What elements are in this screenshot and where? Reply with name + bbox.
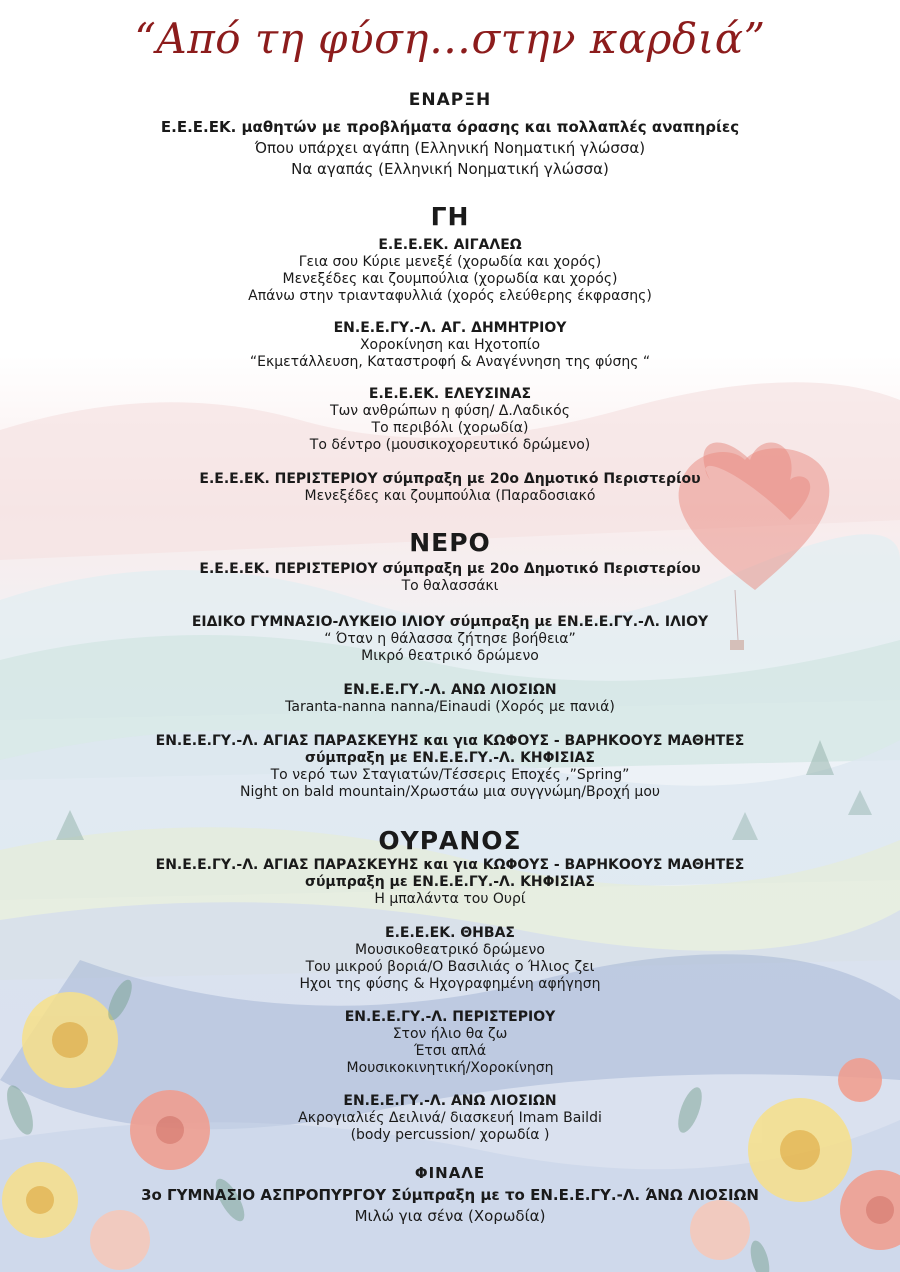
group-iliou xyxy=(0,614,900,665)
section-title-ouranos: ΟΥΡΑΝΟΣ xyxy=(378,826,522,855)
group-line: Έτσι απλά xyxy=(413,1043,487,1059)
group-line: Μικρό θεατρικό δρώμενο xyxy=(361,648,539,664)
section-title-nero: ΝΕΡΟ xyxy=(409,528,491,557)
group-opening xyxy=(0,117,900,180)
group-line: Το δέντρο (μουσικοχορευτικό δρώμενο) xyxy=(309,437,591,453)
group-ano-liosion-ouranos xyxy=(0,1093,900,1144)
group-line: Το θαλασσάκι xyxy=(401,578,499,594)
group-heading: Ε.Ε.Ε.ΕΚ. ΘΗΒΑΣ xyxy=(385,925,515,941)
group-heading: Ε.Ε.Ε.ΕΚ. ΠΕΡΙΣΤΕΡΙΟΥ σύμπραξη με 20ο Δημοτικό Περιστερίου xyxy=(199,561,701,577)
group-agias-paraskevis-ouranos xyxy=(0,857,900,908)
group-line: Το περιβόλι (χορωδία) xyxy=(371,420,529,436)
group-heading: 3ο ΓΥΜΝΑΣΙΟ ΑΣΠΡΟΠΥΡΓΟΥ Σύμπραξη με το ΕΝ.Ε.Ε.ΓΥ.-Λ. ΆΝΩ ΛΙΟΣΙΩΝ xyxy=(141,1186,759,1204)
group-line: Στον ήλιο θα ζω xyxy=(392,1026,508,1042)
group-line: Χοροκίνηση και Ηχοτοπίο xyxy=(359,337,541,353)
group-peristeriou-gi xyxy=(0,471,900,505)
group-heading: Ε.Ε.Ε.ΕΚ. ΠΕΡΙΣΤΕΡΙΟΥ σύμπραξη με 20ο Δημοτικό Περιστερίου xyxy=(199,471,701,487)
group-line: Taranta-nanna nanna/Einaudi (Χορός με πανιά) xyxy=(285,699,615,715)
group-line: Του μικρού βοριά/Ο Βασιλιάς ο Ήλιος ζει xyxy=(305,959,595,975)
group-line: Γεια σου Κύριε μενεξέ (χορωδία και χορός) xyxy=(298,254,602,270)
program-title: “Από τη φύση…στην καρδιά” xyxy=(134,14,766,63)
group-line: Ακρογιαλιές Δειλινά/ διασκευή Imam Baildi xyxy=(298,1110,602,1126)
group-heading: ΕΝ.Ε.Ε.ΓΥ.-Λ. ΠΕΡΙΣΤΕΡΙΟΥ xyxy=(344,1009,556,1025)
group-peristeriou-nero xyxy=(0,561,900,595)
group-heading: Ε.Ε.Ε.ΕΚ. ΕΛΕΥΣΙΝΑΣ xyxy=(368,386,532,402)
section-title-finale: ΦΙΝΑΛΕ xyxy=(414,1164,486,1182)
group-line: Night on bald mountain/Χρωστάω μια συγγνώμη/Βροχή μου xyxy=(240,784,660,800)
group-heading: Ε.Ε.Ε.ΕΚ. μαθητών με προβλήματα όρασης και πολλαπλές αναπηρίες xyxy=(160,118,740,136)
group-line: Μουσικοθεατρικό δρώμενο xyxy=(355,942,545,958)
group-heading: ΕΝ.Ε.Ε.ΓΥ.-Λ. ΑΝΩ ΛΙΟΣΙΩΝ xyxy=(343,1093,557,1109)
group-line: Να αγαπάς (Ελληνική Νοηματική γλώσσα) xyxy=(291,160,609,178)
group-agias-paraskevis-nero xyxy=(0,733,900,801)
group-heading-secondary: σύμπραξη με ΕΝ.Ε.Ε.ΓΥ.-Λ. ΚΗΦΙΣΙΑΣ xyxy=(305,874,595,890)
group-line: Όπου υπάρχει αγάπη (Ελληνική Νοηματική γλώσσα) xyxy=(254,139,646,157)
section-title-enarxi: ΕΝΑΡΞΗ xyxy=(408,90,492,110)
group-line: Μουσικοκινητική/Χοροκίνηση xyxy=(346,1060,554,1076)
group-line: “ Όταν η θάλασσα ζήτησε βοήθεια” xyxy=(324,631,576,647)
group-heading: ΕΝ.Ε.Ε.ΓΥ.-Λ. ΑΓΙΑΣ ΠΑΡΑΣΚΕΥΗΣ και για ΚΩΦΟΥΣ - ΒΑΡΗΚΟΟΥΣ ΜΑΘΗΤΕΣ xyxy=(155,857,745,873)
group-line: Μενεξέδες και ζουμπούλια (χορωδία και χορός) xyxy=(282,271,618,287)
group-finale xyxy=(0,1185,900,1227)
group-heading: ΕΝ.Ε.Ε.ΓΥ.-Λ. ΑΓ. ΔΗΜΗΤΡΙΟΥ xyxy=(333,320,567,336)
group-line: Η μπαλάντα του Ουρί xyxy=(374,891,526,907)
group-heading: ΕΝ.Ε.Ε.ΓΥ.-Λ. ΑΓΙΑΣ ΠΑΡΑΣΚΕΥΗΣ και για ΚΩΦΟΥΣ - ΒΑΡΗΚΟΟΥΣ ΜΑΘΗΤΕΣ xyxy=(155,733,745,749)
group-peristeriou-ouranos xyxy=(0,1009,900,1077)
group-heading-secondary: σύμπραξη με ΕΝ.Ε.Ε.ΓΥ.-Λ. ΚΗΦΙΣΙΑΣ xyxy=(305,750,595,766)
group-line: Των ανθρώπων η φύση/ Δ.Λαδικός xyxy=(330,403,570,419)
group-aigaleo xyxy=(0,237,900,305)
group-thivas xyxy=(0,925,900,993)
group-line: Απάνω στην τριανταφυλλιά (χορός ελεύθερης έκφρασης) xyxy=(248,288,652,304)
group-line: (body percussion/ χορωδία ) xyxy=(350,1127,550,1143)
group-line: Μενεξέδες και ζουμπούλια (Παραδοσιακό xyxy=(304,488,596,504)
group-heading: ΕΝ.Ε.Ε.ΓΥ.-Λ. ΑΝΩ ΛΙΟΣΙΩΝ xyxy=(343,682,557,698)
section-title-gi: ΓΗ xyxy=(430,202,470,231)
group-heading: Ε.Ε.Ε.ΕΚ. ΑΙΓΑΛΕΩ xyxy=(378,237,522,253)
group-line: “Εκμετάλλευση, Καταστροφή & Αναγέννηση της φύσης “ xyxy=(249,354,651,370)
group-line: Ηχοι της φύσης & Ηχογραφημένη αφήγηση xyxy=(299,976,601,992)
group-heading: ΕΙΔΙΚΟ ΓΥΜΝΑΣΙΟ-ΛΥΚΕΙΟ ΙΛΙΟΥ σύμπραξη με ΕΝ.Ε.Ε.ΓΥ.-Λ. ΙΛΙΟΥ xyxy=(191,614,709,630)
group-elefsinas xyxy=(0,386,900,454)
group-line: Το νερό των Σταγιατών/Τέσσερις Εποχές ,”Spring” xyxy=(270,767,630,783)
group-ano-liosion-nero xyxy=(0,682,900,716)
group-line: Μιλώ για σένα (Χορωδία) xyxy=(354,1207,546,1225)
group-ag-dimitriou xyxy=(0,320,900,371)
